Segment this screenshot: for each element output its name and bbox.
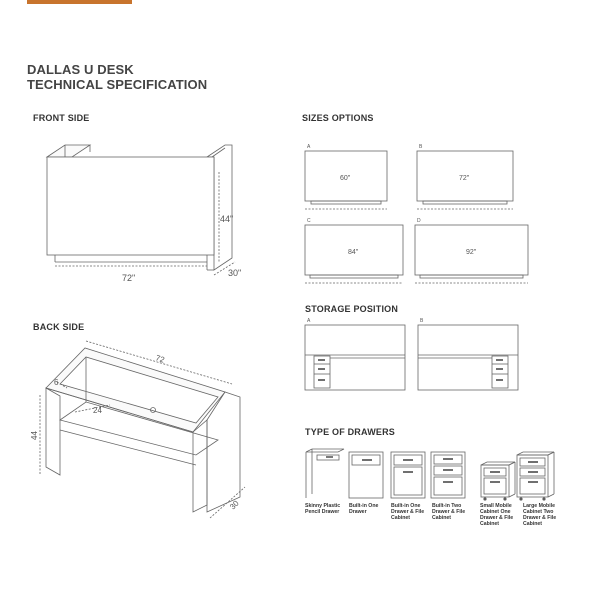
drawer-built-in-one-file <box>391 452 425 498</box>
size-a-letter: A <box>307 144 311 150</box>
storage-position-heading: STORAGE POSITION <box>305 304 399 314</box>
drawer-caption-5: Small Mobile Cabinet One Drawer & File Cabinet <box>480 503 514 527</box>
drawer-caption-4: Built-in Two Drawer & File Cabinet <box>432 503 466 521</box>
drawer-built-in-one <box>349 452 383 498</box>
drawer-caption-3: Built-in One Drawer & File Cabinet <box>391 503 425 521</box>
back-width-dim: 72 <box>154 353 166 365</box>
front-height-dim: 44" <box>220 214 234 224</box>
drawer-small-mobile <box>481 462 515 500</box>
front-desk-drawing <box>47 145 235 275</box>
title-line-1: DALLAS U DESK <box>27 62 134 77</box>
back-inner-dim: 24 <box>93 406 102 415</box>
title-line-2: TECHNICAL SPECIFICATION <box>27 77 208 92</box>
drawer-skinny-pencil <box>306 449 344 498</box>
drawer-caption-2: Built-in One Drawer <box>349 503 379 515</box>
back-side-dim: 6 <box>54 378 59 387</box>
size-c-letter: C <box>307 218 311 224</box>
storage-a-letter: A <box>307 318 311 324</box>
size-b-label: 72" <box>459 175 470 182</box>
back-depth-dim: 30 <box>228 498 241 512</box>
drawer-caption-6: Large Mobile Cabinet Two Drawer & File Cabinet <box>523 503 557 527</box>
storage-b-letter: B <box>420 318 424 324</box>
size-a-label: 60" <box>340 175 351 182</box>
drawer-caption-1: Skinny Plastic Pencil Drawer <box>305 503 341 515</box>
type-of-drawers-heading: TYPE OF DRAWERS <box>305 427 396 437</box>
front-depth-dim: 30" <box>228 268 242 278</box>
storage-position-a <box>305 325 405 390</box>
size-b-letter: B <box>419 144 423 150</box>
front-width-dim: 72" <box>122 273 136 283</box>
back-side-heading: BACK SIDE <box>33 322 85 332</box>
size-d-letter: D <box>417 218 421 224</box>
back-height-dim: 44 <box>30 431 39 440</box>
size-c-label: 84" <box>348 249 359 256</box>
back-desk-drawing <box>40 341 245 518</box>
front-side-heading: FRONT SIDE <box>33 113 90 123</box>
size-d-label: 92" <box>466 249 477 256</box>
storage-position-b <box>418 325 518 390</box>
drawer-built-in-two-file <box>431 452 465 498</box>
drawer-large-mobile <box>517 452 554 500</box>
sizes-options-heading: SIZES OPTIONS <box>302 113 374 123</box>
